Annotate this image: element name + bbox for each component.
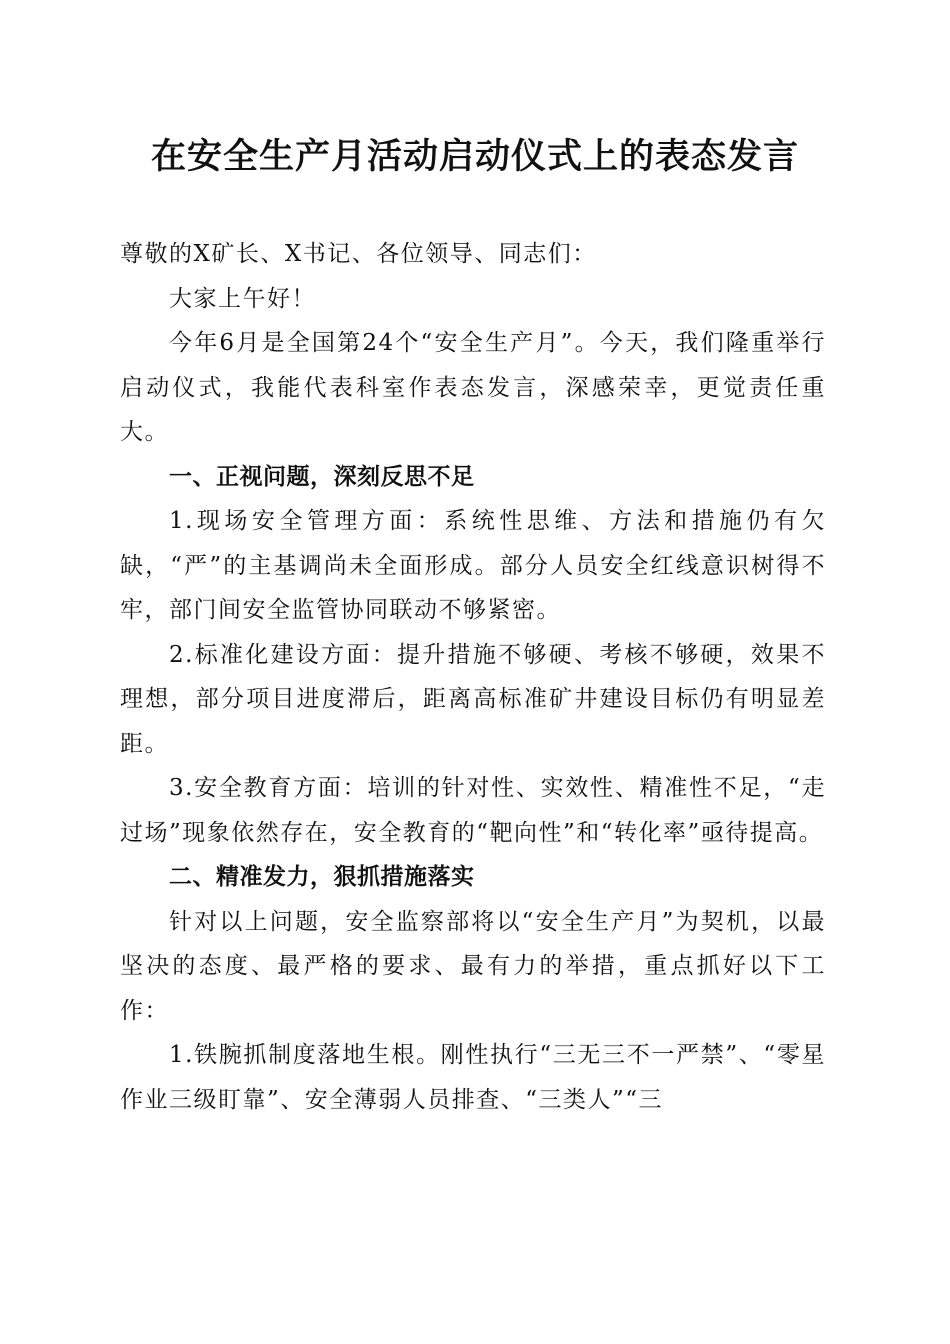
intro-paragraph: 今年6月是全国第24个“安全生产月”。今天，我们隆重举行启动仪式，我能代表科室作表态发言，深感荣幸，更觉责任重大。 xyxy=(120,330,826,445)
section2-item: 1.铁腕抓制度落地生根。刚性执行“三无三不一严禁”、“零星作业三级盯靠”、安全薄弱人员排查、“三类人”“三 xyxy=(120,1042,826,1113)
greeting: 大家上午好！ xyxy=(169,285,316,312)
document-body xyxy=(120,232,826,1122)
document-title: 在安全生产月活动启动仪式上的表态发言 xyxy=(150,136,799,177)
section2-intro: 针对以上问题，安全监察部将以“安全生产月”为契机，以最坚决的态度、最严格的要求、最有力的举措，重点抓好以下工作： xyxy=(120,908,826,1024)
section1-item: 3.安全教育方面：培训的针对性、实效性、精准性不足，“走过场”现象依然存在，安全教育的“靶向性”和“转化率”亟待提高。 xyxy=(120,775,826,846)
section1-item: 1.现场安全管理方面：系统性思维、方法和措施仍有欠缺，“严”的主基调尚未全面形成。部分人员安全红线意识树得不牢，部门间安全监管协同联动不够紧密。 xyxy=(120,508,826,623)
section-heading-1: 一、正视问题，深刻反思不足 xyxy=(169,463,475,490)
section-heading-2: 二、精准发力，狠抓措施落实 xyxy=(169,864,475,890)
section1-item: 2.标准化建设方面：提升措施不够硬、考核不够硬，效果不理想，部分项目进度滞后，距离高标准矿井建设目标仍有明显差距。 xyxy=(120,641,826,757)
salutation: 尊敬的X矿长、X书记、各位领导、同志们： xyxy=(120,241,597,267)
